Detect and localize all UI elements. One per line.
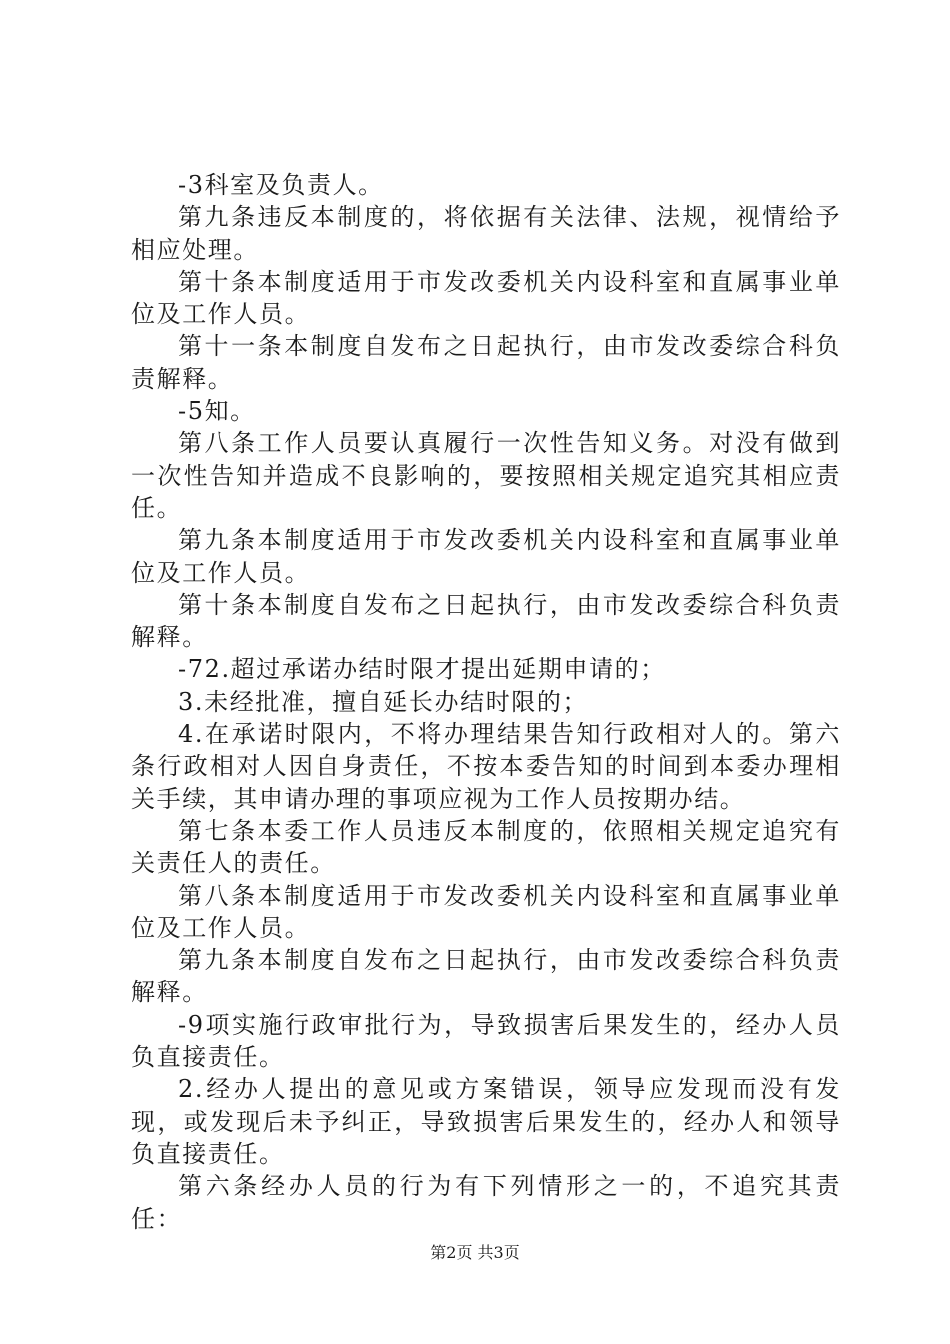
paragraph: 2.经办人提出的意见或方案错误，领导应发现而没有发现，或发现后未予纠正，导致损害后果发生的，经办人和领导负直接责任。 <box>131 1075 841 1168</box>
paragraph: 第十条本制度自发布之日起执行，由市发改委综合科负责解释。 <box>131 590 841 652</box>
paragraph: 第八条工作人员要认真履行一次性告知义务。对没有做到一次性告知并造成不良影响的，要按照相关规定追究其相应责任。 <box>131 429 841 522</box>
paragraph: 3.未经批准，擅自延长办结时限的； <box>178 687 589 716</box>
paragraph: 第六条经办人员的行为有下列情形之一的，不追究其责任： <box>131 1172 841 1233</box>
paragraph: 第九条违反本制度的，将依据有关法律、法规，视情给予相应处理。 <box>131 203 841 264</box>
paragraph: 第十条本制度适用于市发改委机关内设科室和直属事业单位及工作人员。 <box>131 267 841 329</box>
paragraph: -5知。 <box>178 397 256 426</box>
paragraph: 第九条本制度自发布之日起执行，由市发改委综合科负责解释。 <box>131 946 841 1007</box>
paragraph: -3科室及负责人。 <box>178 171 384 199</box>
paragraph: 第十一条本制度自发布之日起执行，由市发改委综合科负责解释。 <box>131 332 841 393</box>
page-footer <box>0 1243 950 1263</box>
paragraph: 第八条本制度适用于市发改委机关内设科室和直属事业单位及工作人员。 <box>131 881 841 942</box>
page-number-label: 第2页 共3页 <box>430 1243 520 1262</box>
paragraph: -9项实施行政审批行为，导致损害后果发生的，经办人员负直接责任。 <box>131 1010 841 1072</box>
paragraph: 4.在承诺时限内，不将办理结果告知行政相对人的。第六条行政相对人因自身责任，不按本委告知的时间到本委办理相关手续，其申请办理的事项应视为工作人员按期办结。 <box>131 720 841 813</box>
paragraph: -72.超过承诺办结时限才提出延期申请的； <box>178 655 666 684</box>
paragraph: 第七条本委工作人员违反本制度的，依照相关规定追究有关责任人的责任。 <box>131 816 841 878</box>
document-body <box>131 169 841 1235</box>
paragraph: 第九条本制度适用于市发改委机关内设科室和直属事业单位及工作人员。 <box>131 526 841 587</box>
